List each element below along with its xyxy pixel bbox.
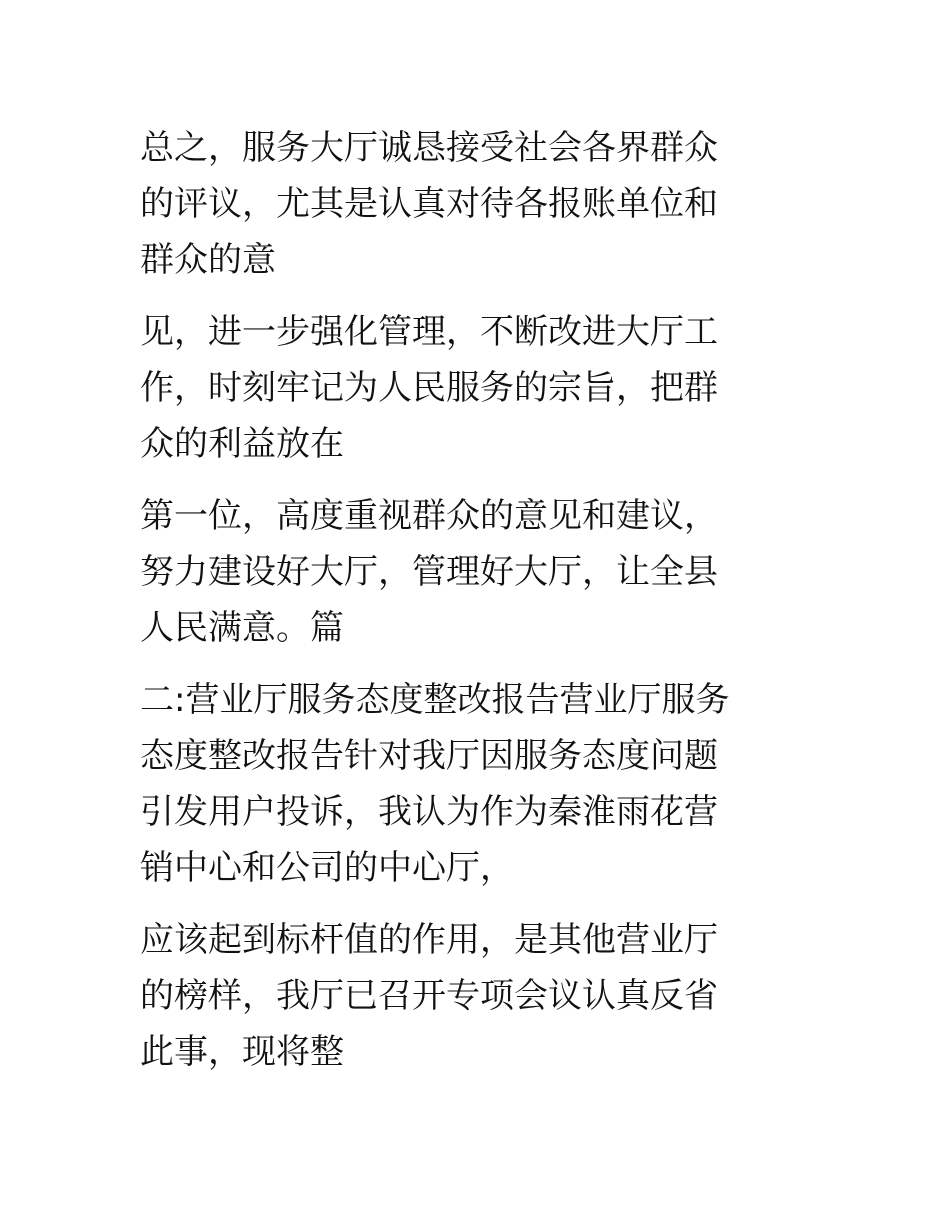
text-line: 应该起到标杆值的作用，是其他营业厅 [140,920,718,960]
text-line: 努力建设好大厅，管理好大厅，让全县 [140,552,718,592]
text-line: 作，时刻牢记为人民服务的宗旨，把群 [140,368,718,408]
paragraph-1 [140,120,800,288]
text-line: 引发用户投诉，我认为作为秦淮雨花营 [140,792,718,832]
paragraph-4 [140,672,800,896]
text-line: 此事，现将整 [140,1032,344,1072]
text-line: 群众的意 [140,240,276,280]
document-body [140,120,800,1096]
paragraph-5 [140,912,800,1080]
paragraph-3 [140,488,800,656]
text-line: 第一位，高度重视群众的意见和建议， [140,496,718,536]
text-line: 销中心和公司的中心厅， [140,848,514,888]
text-line: 见，进一步强化管理，不断改进大厅工 [140,312,718,352]
text-line: 态度整改报告针对我厅因服务态度问题 [140,736,718,776]
paragraph-2 [140,304,800,472]
text-line: 二:营业厅服务态度整改报告营业厅服务 [140,680,730,720]
text-line: 的榜样，我厅已召开专项会议认真反省 [140,976,718,1016]
text-line: 众的利益放在 [140,424,344,464]
text-line: 的评议，尤其是认真对待各报账单位和 [140,184,718,224]
text-line: 人民满意。篇 [140,608,344,648]
text-line: 总之，服务大厅诚恳接受社会各界群众 [140,128,718,168]
